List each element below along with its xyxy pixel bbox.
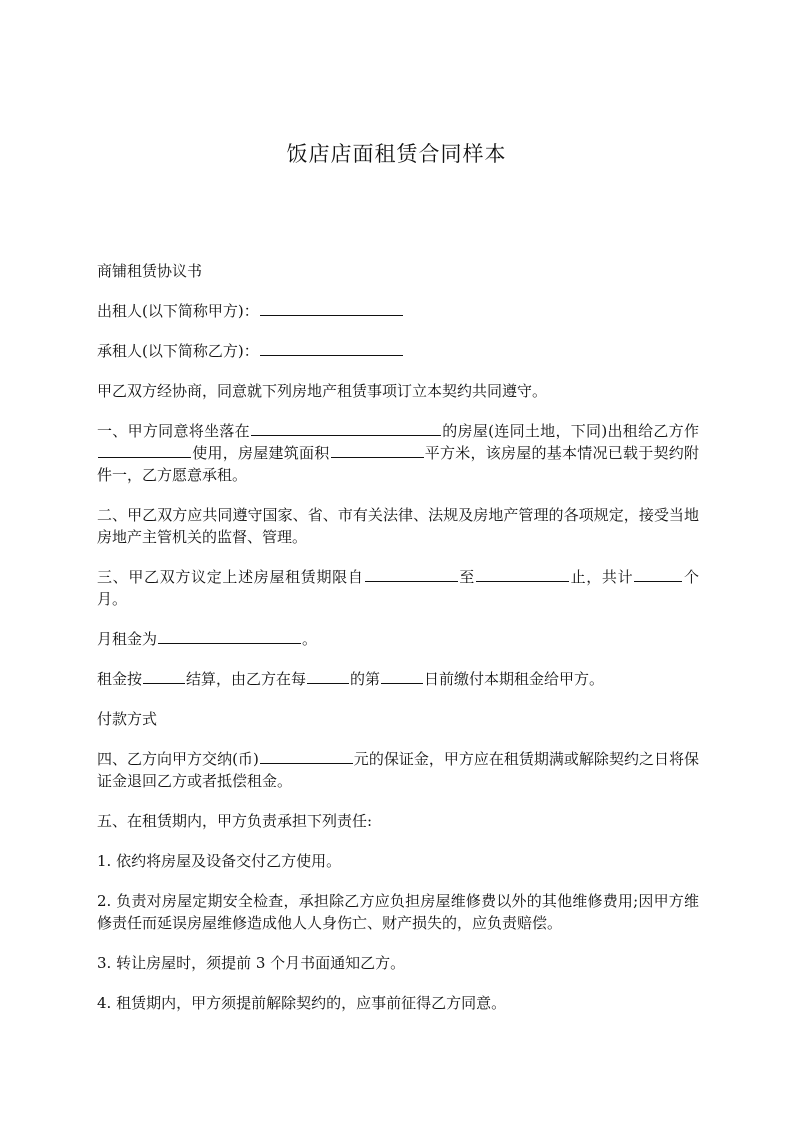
- clause-5-item-4: 4. 租赁期内，甲方须提前解除契约的，应事前征得乙方同意。: [97, 994, 507, 1012]
- clause-5-item-3: 3. 转让房屋时，须提前 3 个月书面通知乙方。: [97, 954, 406, 972]
- clause-3: [97, 566, 699, 610]
- lessor-line: [97, 300, 699, 322]
- clause-4: [97, 748, 699, 792]
- clause-2: 二、甲乙双方应共同遵守国家、省、市有关法律、法规及房地产管理的各项规定，接受当地房地产主管机关的监督、管理。: [97, 506, 699, 546]
- lease-start-blank[interactable]: [365, 566, 458, 582]
- clause-3-text-d: 个月。: [97, 568, 699, 608]
- monthly-rent-blank[interactable]: [158, 628, 301, 644]
- clause-1-text-a: 一、甲方同意将坐落在: [97, 422, 250, 440]
- agreement-subtitle: 商铺租赁协议书: [97, 262, 203, 280]
- deposit-amount-blank[interactable]: [260, 748, 353, 764]
- lessor-name-blank[interactable]: [260, 300, 403, 316]
- lease-end-blank[interactable]: [476, 566, 569, 582]
- clause-3-text-b: 至: [458, 568, 475, 586]
- payment-method-heading: 付款方式: [97, 710, 158, 728]
- document-title: 饭店店面租赁合同样本: [286, 142, 507, 166]
- rent-label: 月租金为: [97, 630, 158, 648]
- payment-day-blank[interactable]: [381, 668, 423, 684]
- monthly-rent-line: [97, 628, 699, 650]
- clause-5-item-1: 1. 依约将房屋及设备交付乙方使用。: [97, 852, 342, 870]
- lessee-label: 承租人(以下简称乙方)：: [97, 342, 259, 360]
- clause-1-text-c: 使用，房屋建筑面积: [192, 444, 330, 462]
- clause-4-text-a: 四、乙方向甲方交纳(币): [97, 750, 259, 768]
- lessee-line: [97, 340, 699, 362]
- lessor-label: 出租人(以下简称甲方)：: [97, 302, 259, 320]
- payment-cycle-blank[interactable]: [307, 668, 349, 684]
- lessee-name-blank[interactable]: [260, 340, 403, 356]
- clause-1-text-b: 的房屋(连同土地，下同)出租给乙方作: [441, 422, 699, 440]
- settlement-period-blank[interactable]: [143, 668, 185, 684]
- clause-3-text-a: 三、甲乙双方议定上述房屋租赁期限自: [97, 568, 364, 586]
- settlement-text-b: 结算，由乙方在每: [186, 670, 307, 688]
- settlement-text-a: 租金按: [97, 670, 143, 688]
- document-body: [97, 260, 699, 1032]
- intro-paragraph: 甲乙双方经协商，同意就下列房地产租赁事项订立本契约共同遵守。: [97, 382, 548, 400]
- usage-purpose-blank[interactable]: [98, 442, 191, 458]
- clause-5-item-2: 2. 负责对房屋定期安全检查，承担除乙方应负担房屋维修费以外的其他维修费用;因甲方维修责任而延误房屋维修造成他人人身伤亡、财产损失的，应负责赔偿。: [97, 892, 699, 932]
- settlement-text-c: 的第: [350, 670, 381, 688]
- lease-months-blank[interactable]: [634, 566, 682, 582]
- settlement-line: [97, 668, 699, 690]
- floor-area-blank[interactable]: [331, 442, 424, 458]
- clause-3-text-c: 止，共计: [569, 568, 634, 586]
- clause-1: [97, 420, 699, 486]
- clause-5: 五、在租赁期内，甲方负责承担下列责任:: [97, 812, 373, 830]
- rent-end-mark: 。: [302, 630, 318, 648]
- clause-1-text-d: 平方米，该房屋的基本情况已载于契约附件一，乙方愿意承租。: [97, 444, 699, 484]
- property-location-blank[interactable]: [251, 420, 441, 436]
- clause-4-text-b: 元的保证金，甲方应在租赁期满或解除契约之日将保证金退回乙方或者抵偿租金。: [97, 750, 699, 790]
- settlement-text-d: 日前缴付本期租金给甲方。: [424, 670, 605, 688]
